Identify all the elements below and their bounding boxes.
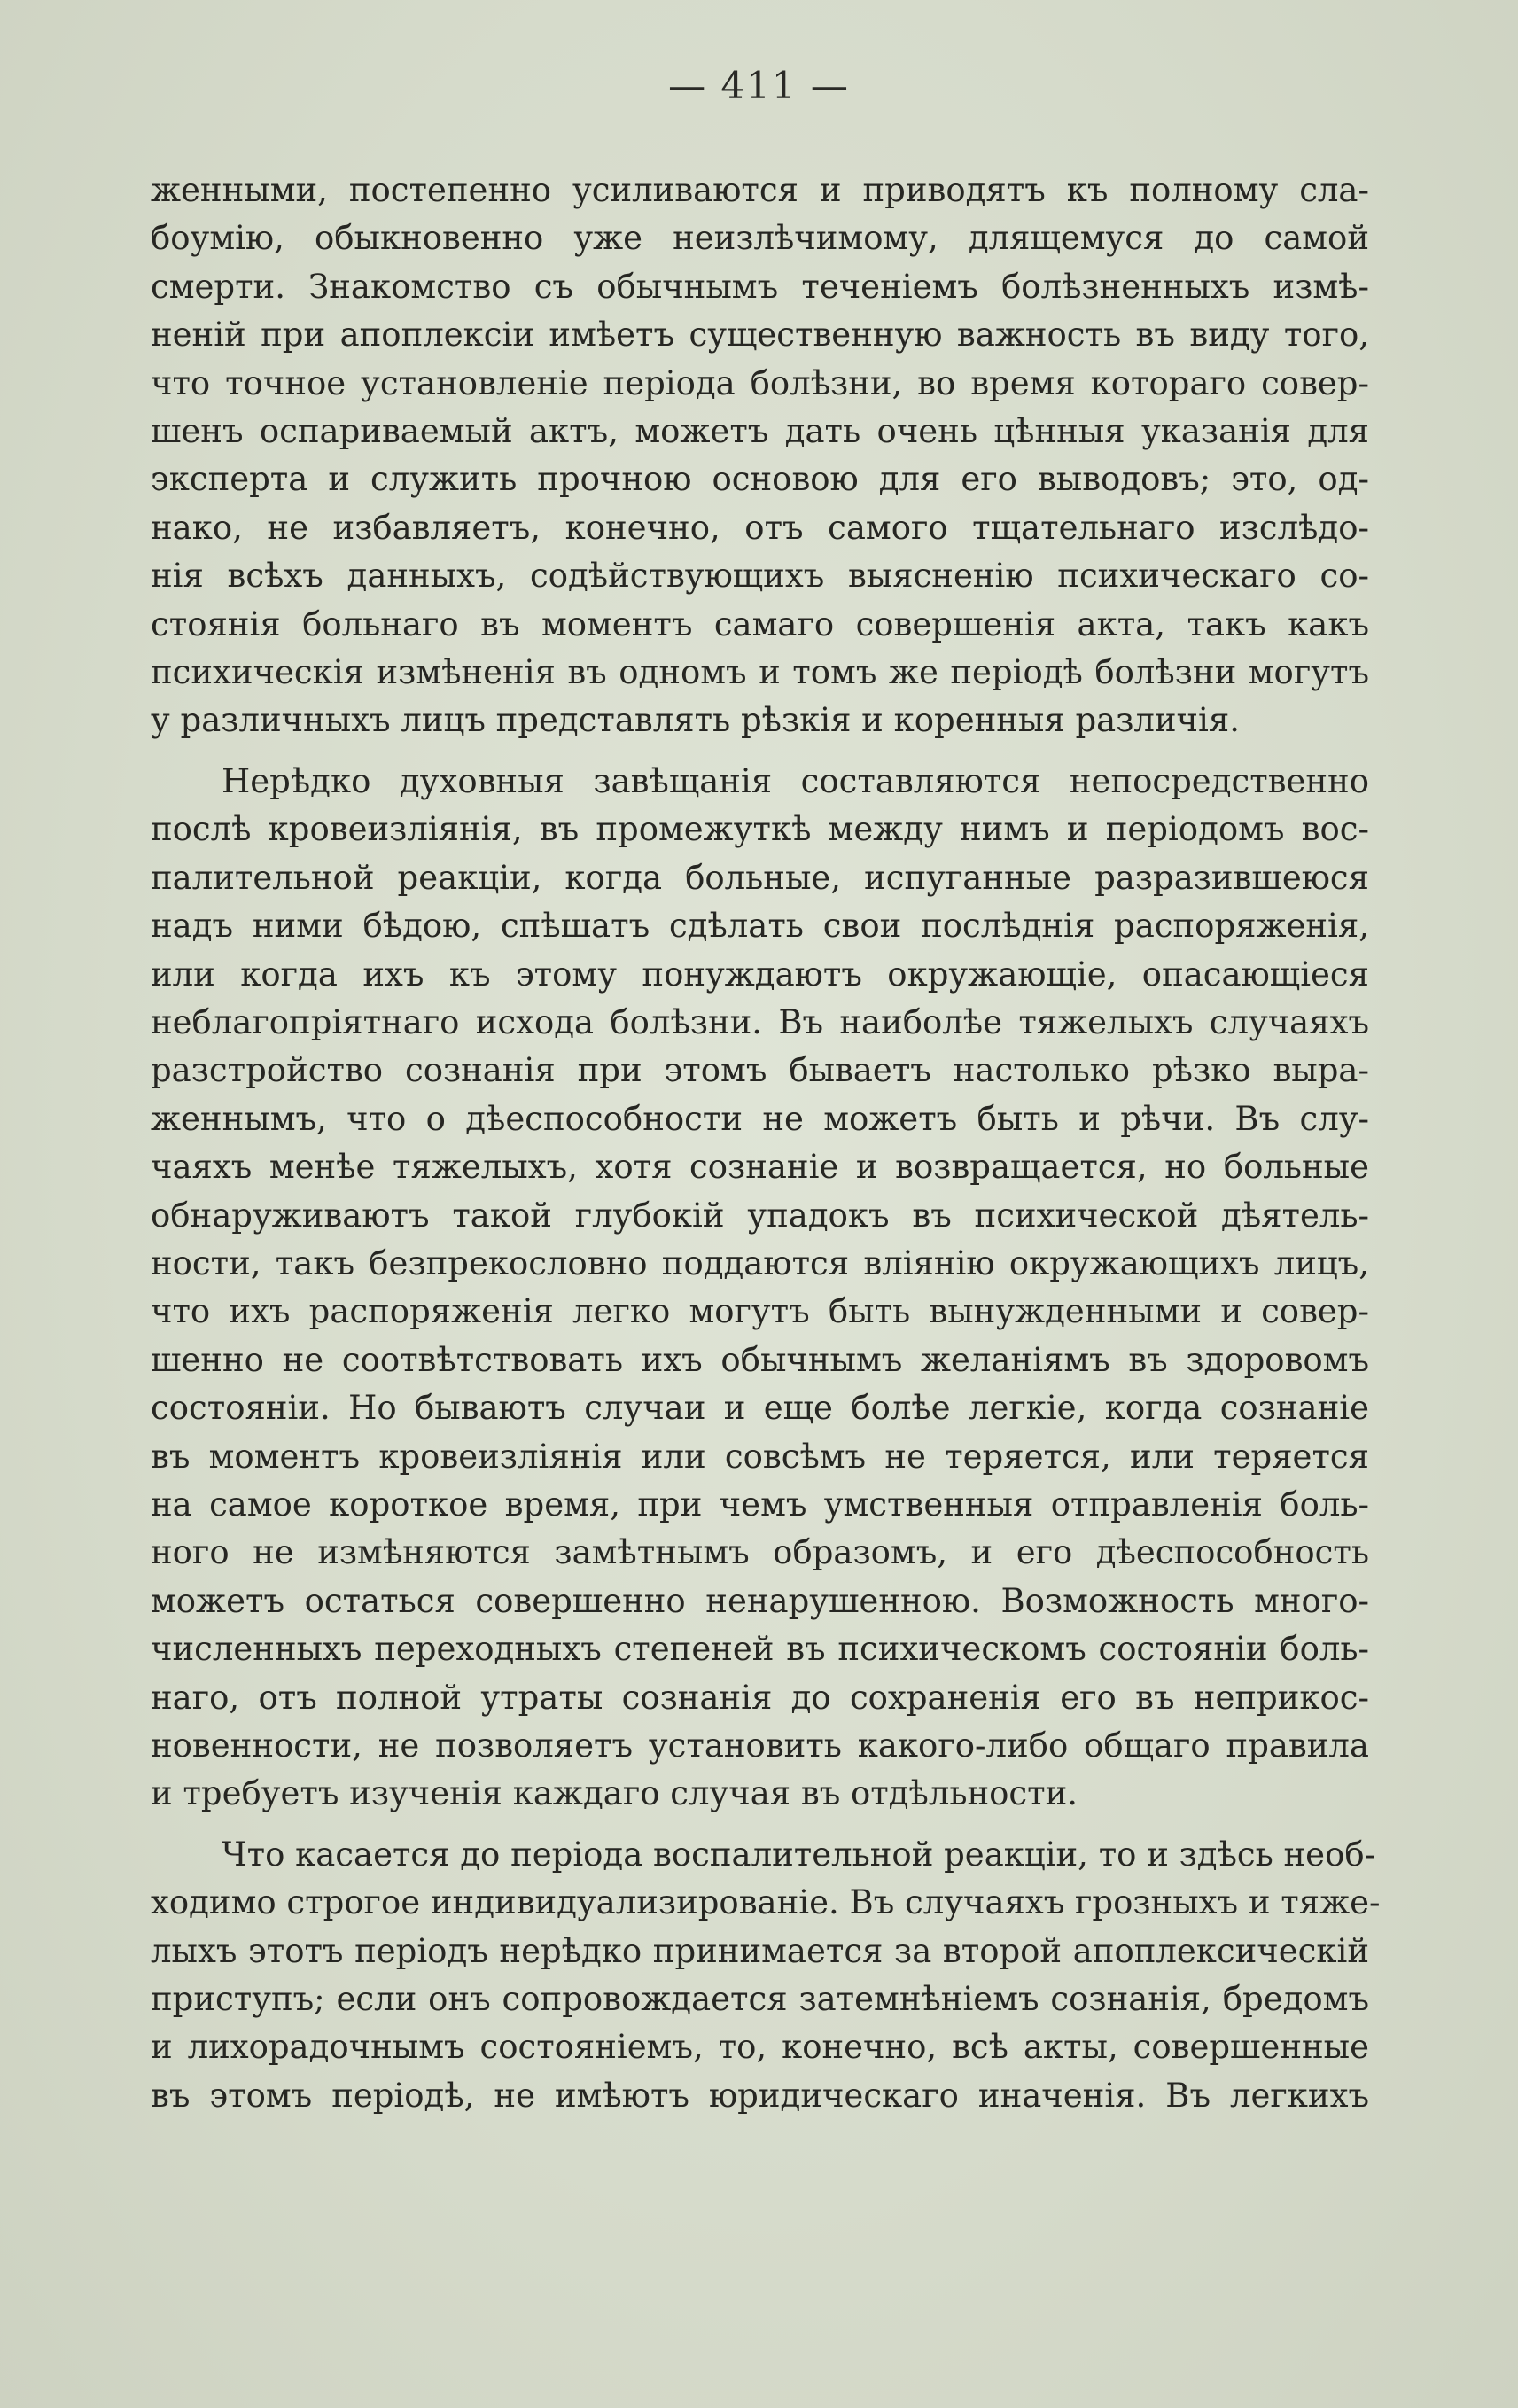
body-text [151,167,1381,2120]
text-line: ного не измѣняются замѣтнымъ образомъ, и его дѣеспособность [151,1533,1369,1572]
text-line: шенно не соотвѣтствовать ихъ обычнымъ желаніямъ въ здоровомъ [151,1340,1369,1379]
text-line: надъ ними бѣдою, спѣшатъ сдѣлать свои послѣднія распоряженія, [151,907,1369,946]
text-line: стоянія больнаго въ моментъ самаго совершенія акта, такъ какъ [151,604,1369,643]
text-line: новенности, не позволяетъ установить какого-либо общаго правила [151,1726,1369,1765]
text-line: Что касается до періода воспалительной реакціи, то и здѣсь необ- [222,1835,1376,1874]
text-line: женнымъ, что о дѣеспособности не можетъ быть и рѣчи. Въ слу- [151,1099,1369,1138]
text-line: женными, постепенно усиливаются и приводятъ къ полному сла- [151,171,1369,209]
page-number: — 411 — [668,64,850,107]
text-line: чаяхъ менѣе тяжелыхъ, хотя сознаніе и возвращается, но больные [151,1148,1369,1187]
text-line: боумію, обыкновенно уже неизлѣчимому, длящемуся до самой [151,219,1369,258]
text-line: наго, отъ полной утраты сознанія до сохраненія его въ неприкос- [151,1678,1369,1717]
text-line: разстройство сознанія при этомъ бываетъ настолько рѣзко выра- [151,1051,1369,1090]
paragraph-gap [151,745,1369,758]
text-line: палительной реакціи, когда больные, испуганные разразившеюся [151,858,1369,897]
text-line: неблагопріятнаго исхода болѣзни. Въ наиболѣе тяжелыхъ случаяхъ [151,1002,1369,1041]
text-line: и требуетъ изученія каждаго случая въ отдѣльности. [151,1774,1078,1813]
text-line: или когда ихъ къ этому понуждаютъ окружающіе, опасающіеся [151,955,1369,994]
text-line: послѣ кровеизліянія, въ промежуткѣ между нимъ и періодомъ вос- [151,810,1369,849]
text-line: можетъ остаться совершенно ненарушенною. Возможность много- [151,1581,1369,1620]
text-line: ходимо строгое индивидуализированіе. Въ случаяхъ грозныхъ и тяже- [151,1883,1381,1922]
text-line: численныхъ переходныхъ степеней въ психическомъ состояніи боль- [151,1630,1369,1669]
text-line: приступъ; если онъ сопровождается затемнѣніемъ сознанія, бредомъ [151,1980,1369,2019]
text-line: нако, не избавляетъ, конечно, отъ самого тщательнаго изслѣдо- [151,508,1369,547]
text-line: шенъ оспариваемый актъ, можетъ дать очень цѣнныя указанія для [151,412,1369,451]
text-line: Нерѣдко духовныя завѣщанія составляются непосредственно [222,761,1369,800]
paragraph-3 [151,1831,1381,2120]
text-line: неній при апоплексіи имѣетъ существенную важность въ виду того, [151,316,1369,355]
text-line: что ихъ распоряженія легко могутъ быть вынужденными и совер- [151,1292,1369,1331]
paragraph-gap [151,1819,1369,1831]
text-line: лыхъ этотъ періодъ нерѣдко принимается за второй апоплексическій [151,1931,1369,1970]
text-line: и лихорадочнымъ состояніемъ, то, конечно, всѣ акты, совершенные [151,2028,1369,2067]
text-line: что точное установленіе періода болѣзни, во время котораго совер- [151,363,1369,402]
text-line: въ моментъ кровеизліянія или совсѣмъ не теряется, или теряется [151,1437,1369,1476]
paragraph-1 [151,167,1369,745]
text-line: состояніи. Но бываютъ случаи и еще болѣе легкіе, когда сознаніе [151,1389,1369,1428]
paragraph-2 [151,758,1369,1819]
text-line: психическія измѣненія въ одномъ и томъ же періодѣ болѣзни могутъ [151,653,1369,692]
text-line: ности, такъ безпрекословно поддаются вліянію окружающихъ лицъ, [151,1243,1369,1282]
text-line: нія всѣхъ данныхъ, содѣйствующихъ выясненію психическаго со- [151,557,1369,596]
text-line: на самое короткое время, при чемъ умственныя отправленія боль- [151,1485,1369,1524]
text-line: въ этомъ періодѣ, не имѣютъ юридическаго иначенія. Въ легкихъ [151,2076,1369,2115]
text-line: смерти. Знакомство съ обычнымъ теченіемъ болѣзненныхъ измѣ- [151,267,1369,306]
text-line: обнаруживаютъ такой глубокій упадокъ въ психической дѣятель- [151,1196,1369,1235]
text-line: эксперта и служить прочною основою для его выводовъ; это, од- [151,460,1369,499]
text-line: у различныхъ лицъ представлять рѣзкія и коренныя различія. [151,701,1240,740]
